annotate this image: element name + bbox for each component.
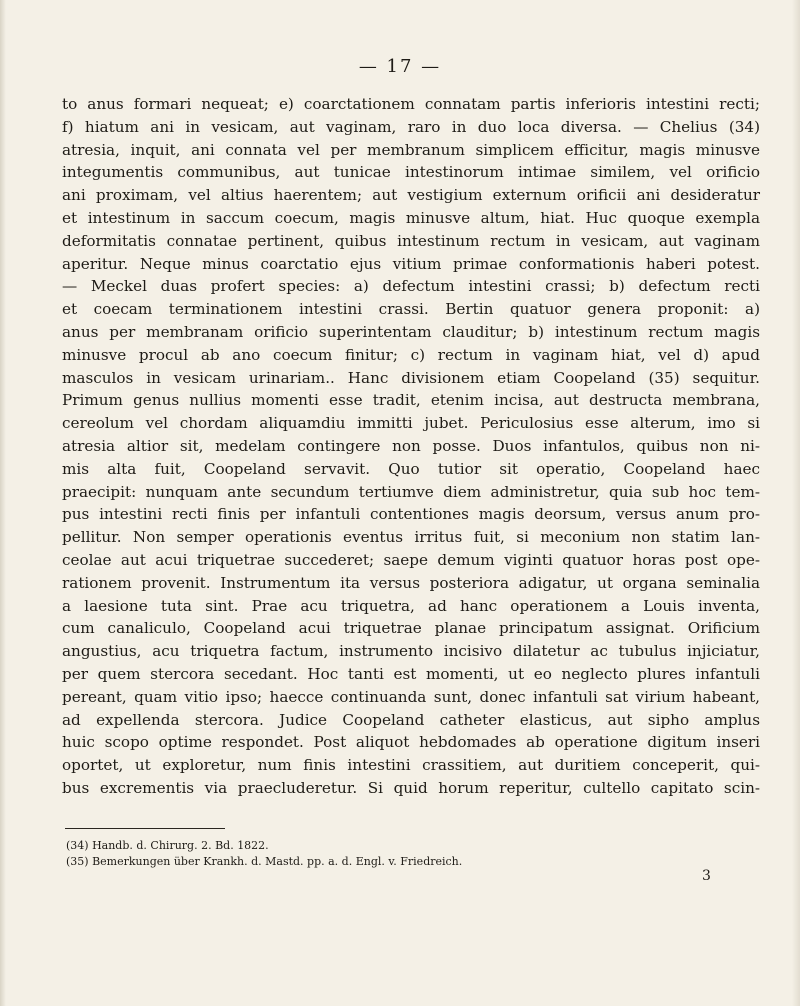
page-number-header: — 17 — — [358, 56, 442, 77]
text-line: Primum genus nullius momenti esse tradit, etenim incisa, aut destructa membrana, — [62, 391, 760, 410]
text-line: per quem stercora secedant. Hoc tanti est momenti, ut eo neglecto plures infantuli — [62, 664, 760, 683]
text-line: ad expellenda stercora. Judice Coopeland catheter elasticus, aut sipho amplus — [62, 710, 760, 729]
text-line: bus excrementis via praecluderetur. Si quid horum reperitur, cultello capitato scin- — [62, 778, 760, 797]
text-line: cereolum vel chordam aliquamdiu immitti jubet. Periculosius esse alterum, imo si — [62, 414, 760, 433]
text-line: anus per membranam orificio superintentam clauditur; b) intestinum rectum magis — [62, 322, 760, 341]
text-line: ani proximam, vel altius haerentem; aut vestigium externum orificii ani desideratur — [62, 186, 760, 205]
text-line: minusve procul ab ano coecum finitur; c) rectum in vaginam hiat, vel d) apud — [62, 345, 760, 364]
text-line: aperitur. Neque minus coarctatio ejus vitium primae conformationis haberi potest. — [62, 254, 760, 273]
text-line: integumentis communibus, aut tunicae intestinorum intimae similem, vel orificio — [62, 163, 760, 182]
text-line: et intestinum in saccum coecum, magis minusve altum, hiat. Huc quoque exempla — [62, 208, 760, 227]
text-line: masculos in vesicam urinariam.. Hanc divisionem etiam Coopeland (35) sequitur. — [62, 368, 760, 387]
text-line: — Meckel duas profert species: a) defectum intestini crassi; b) defectum recti — [62, 277, 760, 296]
text-line: deformitatis connatae pertinent, quibus intestinum rectum in vesicam, aut vaginam — [62, 231, 760, 250]
text-line: to anus formari nequeat; e) coarctationem connatam partis inferioris intestini recti; — [62, 95, 760, 113]
text-line: angustius, acu triquetra factum, instrumento incisivo dilatetur ac tubulus injiciatur, — [62, 642, 760, 661]
text-line: huic scopo optime respondet. Post aliquot hebdomades ab operatione digitum inseri — [62, 733, 760, 752]
text-line: cum canaliculo, Coopeland acui triquetrae planae principatum assignat. Orificium — [62, 619, 760, 638]
footnote: (35) Bemerkungen über Krankh. d. Mastd. pp. a. d. Engl. v. Friedreich. — [66, 855, 463, 868]
text-line: pereant, quam vitio ipso; haecce continuanda sunt, donec infantuli sat virium habeant, — [62, 687, 760, 706]
text-line: mis alta fuit, Coopeland servavit. Quo tutior sit operatio, Coopeland haec — [62, 459, 760, 478]
text-line: a laesione tuta sint. Prae acu triquetra, ad hanc operationem a Louis inventa, — [62, 596, 760, 615]
text-line: rationem provenit. Instrumentum ita versus posteriora adigatur, ut organa seminalia — [62, 573, 760, 592]
text-line: pus intestini recti finis per infantuli contentiones magis deorsum, versus anum pro- — [62, 505, 760, 524]
text-line: atresia altior sit, medelam contingere non posse. Duos infantulos, quibus non ni- — [62, 436, 760, 455]
text-line: praecipit: nunquam ante secundum tertiumve diem administretur, quia sub hoc tem- — [62, 482, 760, 501]
text-line: oportet, ut exploretur, num finis intestini crassitiem, aut duritiem conceperit, qui- — [62, 756, 760, 775]
footnote-rule — [65, 828, 225, 829]
footnote: (34) Handb. d. Chirurg. 2. Bd. 1822. — [66, 839, 269, 852]
signature-mark: 3 — [702, 868, 711, 884]
page-edge-right — [792, 0, 800, 1006]
footnotes — [66, 838, 746, 870]
text-line: ceolae aut acui triquetrae succederet; saepe demum viginti quatuor horas post ope- — [62, 550, 760, 569]
text-line: atresia, inquit, ani connata vel per membranum simplicem efficitur, magis minusve — [62, 140, 760, 159]
body-text — [62, 93, 760, 800]
text-line: et coecam terminationem intestini crassi. Bertin quatuor genera proponit: a) — [62, 300, 760, 319]
text-line: f) hiatum ani in vesicam, aut vaginam, raro in duo loca diversa. — Chelius (34) — [62, 117, 760, 136]
page-edge-left — [0, 0, 6, 1006]
text-line: pellitur. Non semper operationis eventus irritus fuit, si meconium non statim lan- — [62, 528, 760, 547]
